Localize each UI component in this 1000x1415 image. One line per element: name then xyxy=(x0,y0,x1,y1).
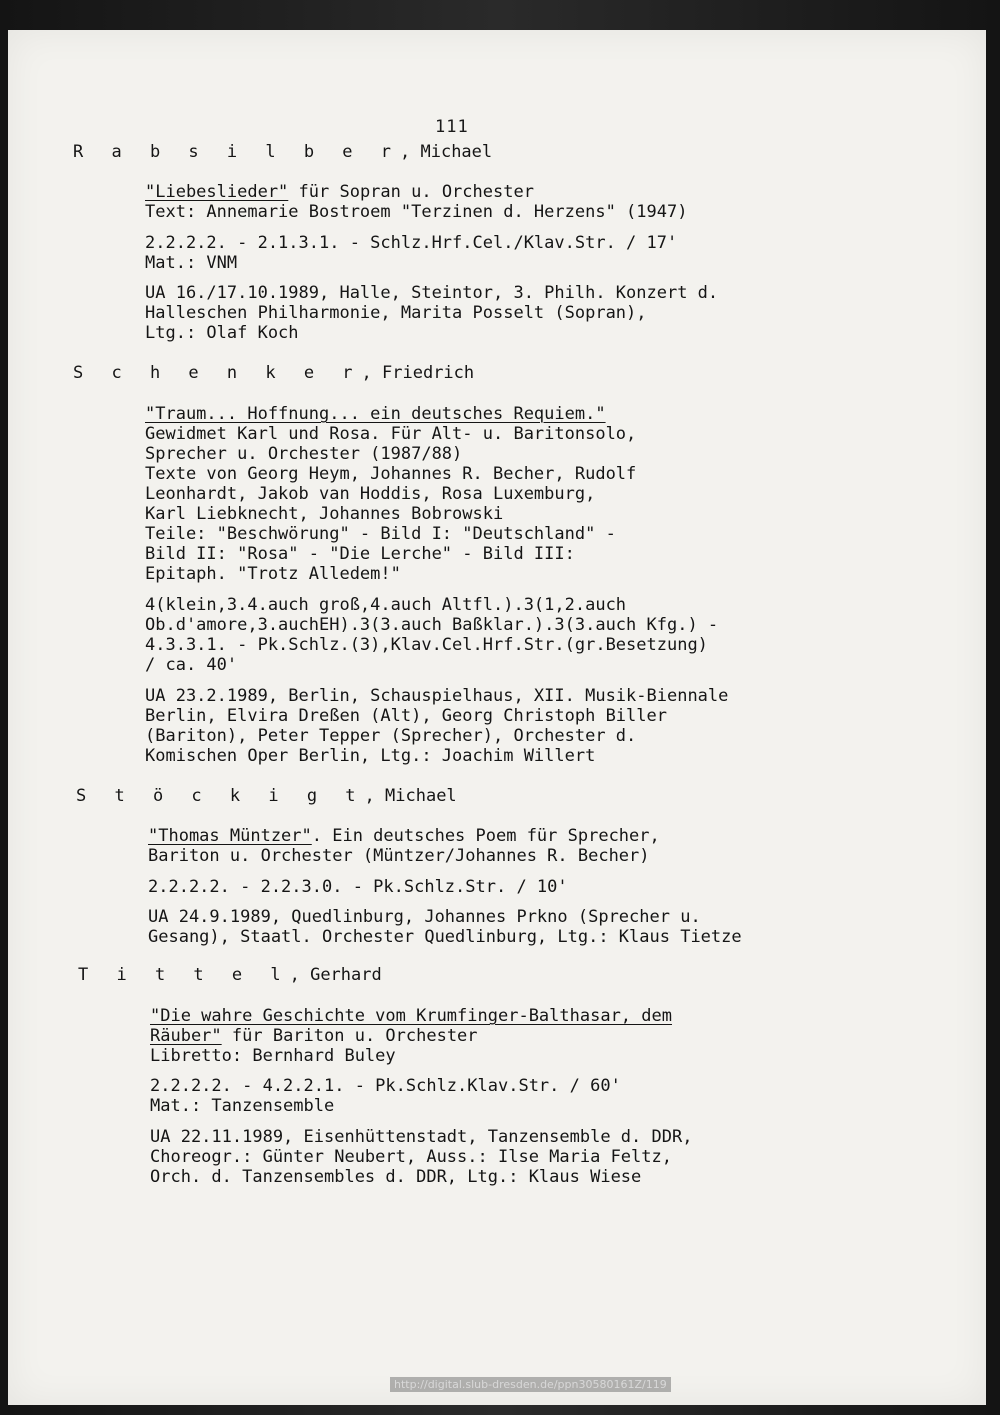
entry-line: Ltg.: Olaf Koch xyxy=(145,323,299,343)
composer-surname: R a b s i l b e r xyxy=(73,142,400,162)
entry-line: Gesang), Staatl. Orchester Quedlinburg, Ltg.: Klaus Tietze xyxy=(148,927,742,947)
entry-line: / ca. 40' xyxy=(145,655,238,675)
entry-line: Orch. d. Tanzensembles d. DDR, Ltg.: Klaus Wiese xyxy=(150,1167,642,1187)
entry-line: Komischen Oper Berlin, Ltg.: Joachim Willert xyxy=(145,746,596,766)
composer-heading: R a b s i l b e r, Michael xyxy=(73,142,493,162)
composer-given-name: Friedrich xyxy=(382,363,475,383)
entry-line: Karl Liebknecht, Johannes Bobrowski xyxy=(145,504,504,524)
work-title xyxy=(148,826,660,846)
entry-line: 4(klein,3.4.auch groß,4.auch Altfl.).3(1,2.auch xyxy=(145,595,627,615)
entry-line: Text: Annemarie Bostroem "Terzinen d. Herzens" (1947) xyxy=(145,202,688,222)
entry-line: Gewidmet Karl und Rosa. Für Alt- u. Baritonsolo, xyxy=(145,424,637,444)
composer-heading: S c h e n k e r, Friedrich xyxy=(73,363,475,383)
work-title-underlined: "Traum... Hoffnung... ein deutsches Requiem." xyxy=(145,404,606,424)
entry-line: Leonhardt, Jakob van Hoddis, Rosa Luxemburg, xyxy=(145,484,596,504)
composer-given-name: Michael xyxy=(420,142,493,162)
work-title xyxy=(145,404,606,424)
page-number: 111 xyxy=(435,117,469,137)
composer-surname: S c h e n k e r xyxy=(73,363,362,383)
entry-line: UA 16./17.10.1989, Halle, Steintor, 3. Philh. Konzert d. xyxy=(145,283,719,303)
composer-given-name: Michael xyxy=(385,786,457,806)
work-title-underlined: "Liebeslieder" xyxy=(145,182,289,202)
entry-line: Choreogr.: Günter Neubert, Auss.: Ilse Maria Feltz, xyxy=(150,1147,672,1167)
entry-line: 2.2.2.2. - 4.2.2.1. - Pk.Schlz.Klav.Str. / 60' xyxy=(150,1076,621,1096)
work-title-underlined: "Thomas Müntzer" xyxy=(148,826,312,846)
work-title xyxy=(145,182,534,202)
work-title-rest: für Sopran u. Orchester xyxy=(288,182,534,202)
entry-line: Libretto: Bernhard Buley xyxy=(150,1046,396,1066)
entry-line: Mat.: VNM xyxy=(145,253,238,273)
entry-line: Sprecher u. Orchester (1987/88) xyxy=(145,444,463,464)
entry-line: Teile: "Beschwörung" - Bild I: "Deutschland" - xyxy=(145,524,616,544)
composer-heading: S t ö c k i g t, Michael xyxy=(76,786,457,806)
entry-line: Bild II: "Rosa" - "Die Lerche" - Bild III: xyxy=(145,544,575,564)
entry-line: Halleschen Philharmonie, Marita Posselt (Sopran), xyxy=(145,303,647,323)
entry-line: Mat.: Tanzensemble xyxy=(150,1096,335,1116)
work-title-underlined: "Die wahre Geschichte vom Krumfinger-Balthasar, dem xyxy=(150,1006,672,1026)
entry-line: 4.3.3.1. - Pk.Schlz.(3),Klav.Cel.Hrf.Str.(gr.Besetzung) xyxy=(145,635,708,655)
entry-line: Texte von Georg Heym, Johannes R. Becher, Rudolf xyxy=(145,464,637,484)
entry-line: 2.2.2.2. - 2.2.3.0. - Pk.Schlz.Str. / 10' xyxy=(148,877,568,897)
entry-line: UA 23.2.1989, Berlin, Schauspielhaus, XII. Musik-Biennale xyxy=(145,686,729,706)
document-page xyxy=(8,30,986,1405)
entry-line: UA 22.11.1989, Eisenhüttenstadt, Tanzensemble d. DDR, xyxy=(150,1127,693,1147)
entry-line: (Bariton), Peter Tepper (Sprecher), Orchester d. xyxy=(145,726,637,746)
work-title-rest: . Ein deutsches Poem für Sprecher, xyxy=(311,826,660,846)
entry-line: Berlin, Elvira Dreßen (Alt), Georg Christoph Biller xyxy=(145,706,667,726)
entry-line: Ob.d'amore,3.auchEH).3(3.auch Baßklar.).3(3.auch Kfg.) - xyxy=(145,615,719,635)
composer-surname: S t ö c k i g t xyxy=(76,786,365,806)
work-title-continued xyxy=(150,1026,478,1046)
composer-given-name: Gerhard xyxy=(310,965,382,985)
work-title-rest: für Bariton u. Orchester xyxy=(221,1026,478,1046)
composer-surname: T i t t e l xyxy=(78,965,290,985)
entry-line: Bariton u. Orchester (Müntzer/Johannes R. Becher) xyxy=(148,846,650,866)
source-url: http://digital.slub-dresden.de/ppn30580161Z/119 xyxy=(390,1377,671,1392)
entry-line: Epitaph. "Trotz Alledem!" xyxy=(145,564,401,584)
entry-line: 2.2.2.2. - 2.1.3.1. - Schlz.Hrf.Cel./Klav.Str. / 17' xyxy=(145,233,678,253)
entry-line: UA 24.9.1989, Quedlinburg, Johannes Prkno (Sprecher u. xyxy=(148,907,701,927)
composer-heading: T i t t e l, Gerhard xyxy=(78,965,382,985)
work-title-underlined: Räuber" xyxy=(150,1026,222,1046)
work-title xyxy=(150,1006,672,1026)
